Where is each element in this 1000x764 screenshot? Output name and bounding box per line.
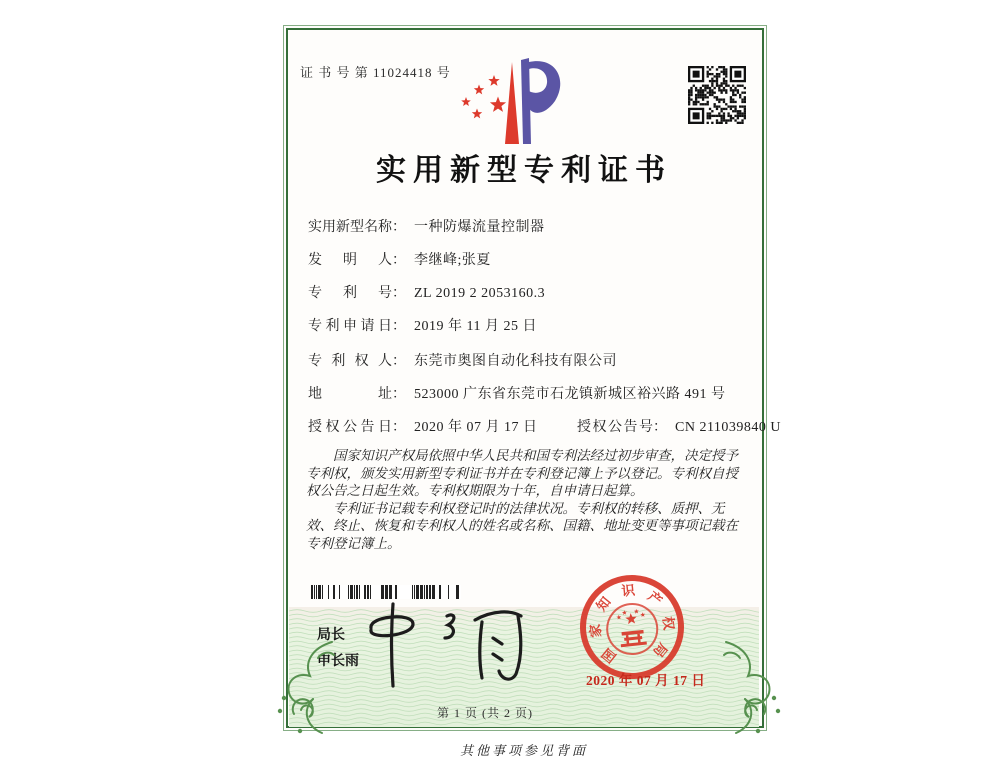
field-label: 实用新型名称 bbox=[308, 220, 392, 235]
field-value: 一种防爆流量控制器 bbox=[414, 220, 545, 235]
logo-p-bowl bbox=[527, 61, 560, 113]
field-value: 2020 年 07 月 17 日 bbox=[414, 420, 538, 435]
field-value: 523000 广东省东莞市石龙镇新城区裕兴路 491 号 bbox=[414, 387, 726, 402]
svg-text:知: 知 bbox=[593, 594, 614, 614]
field-label: 专利权人 bbox=[308, 354, 392, 369]
field-grant-date-and-number: 授权公告日： 2020 年 07 月 17 日 授权公告号： CN 211039840 U bbox=[308, 416, 781, 436]
qr-code bbox=[688, 66, 746, 124]
certificate-number: 证 书 号 第 11024418 号 bbox=[300, 65, 451, 80]
field-value: 东莞市奥图自动化科技有限公司 bbox=[414, 354, 617, 369]
logo-wedge bbox=[505, 62, 519, 144]
svg-text:识: 识 bbox=[620, 582, 636, 599]
field-label: 地址 bbox=[308, 387, 392, 402]
svg-text:权: 权 bbox=[660, 615, 677, 631]
certificate-title: 实用新型专利证书 bbox=[376, 154, 672, 187]
svg-text:国: 国 bbox=[599, 645, 619, 666]
svg-text:家: 家 bbox=[587, 623, 604, 639]
svg-text:产: 产 bbox=[645, 588, 665, 609]
field-label-grant-number: 授权公告号 bbox=[577, 420, 653, 435]
field-value: 李继峰;张夏 bbox=[414, 253, 491, 268]
director-name: 申长雨 bbox=[317, 652, 359, 668]
back-note: 其他事项参见背面 bbox=[459, 743, 588, 758]
national-emblem-icon bbox=[605, 602, 660, 657]
seal-date: 2020 年 07 月 17 日 bbox=[586, 673, 706, 688]
logo-stars-icon bbox=[461, 75, 506, 118]
field-value: 2019 年 11 月 25 日 bbox=[414, 319, 537, 334]
field-inventor: 发明人： 李继峰;张夏 bbox=[308, 249, 491, 269]
director-signature bbox=[355, 586, 540, 691]
field-patent-number: 专利号： ZL 2019 2 2053160.3 bbox=[308, 282, 545, 302]
field-application-date: 专利申请日： 2019 年 11 月 25 日 bbox=[308, 315, 537, 335]
field-value-grant-number: CN 211039840 U bbox=[675, 420, 782, 435]
field-label: 授权公告日 bbox=[308, 420, 392, 435]
field-label: 专利号 bbox=[308, 286, 392, 301]
field-address: 地址： 523000 广东省东莞市石龙镇新城区裕兴路 491 号 bbox=[308, 383, 726, 403]
legal-text bbox=[306, 447, 744, 552]
director-title: 局长 bbox=[317, 626, 345, 642]
field-patentee: 专利权人： 东莞市奥图自动化科技有限公司 bbox=[308, 350, 617, 370]
field-utility-name: 实用新型名称： 一种防爆流量控制器 bbox=[308, 216, 545, 236]
field-label: 专利申请日 bbox=[308, 319, 392, 334]
legal-paragraph-2: 专利证书记载专利权登记时的法律状况。专利权的转移、质押、无效、终止、恢复和专利权人的姓名或名称、国籍、地址变更等事项记载在专利登记簿上。 bbox=[306, 500, 738, 551]
page-number: 第 1 页 (共 2 页) bbox=[437, 706, 533, 720]
corner-ornament-bottom-left-icon bbox=[256, 638, 336, 738]
field-value: ZL 2019 2 2053160.3 bbox=[414, 286, 546, 301]
corner-ornament-bottom-right-icon bbox=[722, 638, 802, 738]
legal-paragraph-1: 国家知识产权局依照中华人民共和国专利法经过初步审查，决定授予专利权，颁发实用新型专利证书并在专利登记簿上予以登记。专利权自授权公告之日起生效。专利权期限为十年，自申请日起算。 bbox=[306, 448, 738, 498]
field-label: 发明人 bbox=[308, 253, 392, 268]
cnipa-logo-icon bbox=[452, 56, 567, 151]
svg-text:局: 局 bbox=[650, 640, 671, 660]
